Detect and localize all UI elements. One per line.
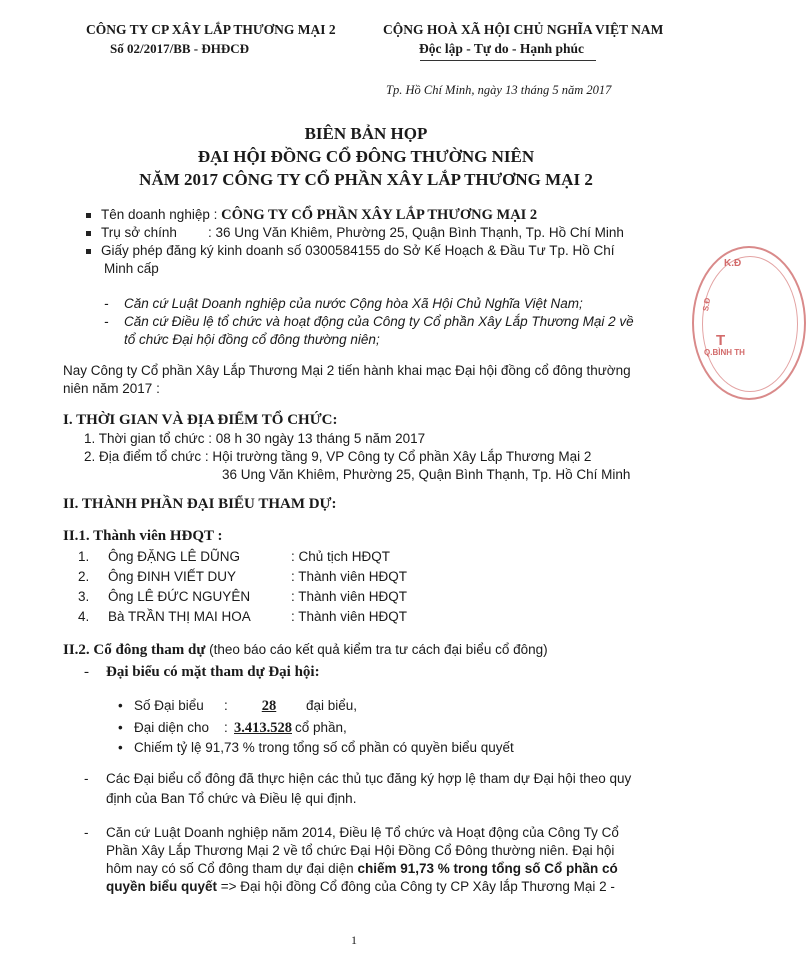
headquarters-row <box>86 225 624 240</box>
represent-value: 3.413.528 <box>234 720 292 736</box>
section1-place-cont: 36 Ung Văn Khiêm, Phường 25, Quận Bình Thạnh, Tp. Hồ Chí Minh <box>222 467 631 482</box>
stamp-text-bottom: Q.BÌNH TH <box>704 348 745 357</box>
document-number: Số 02/2017/BB - ĐHĐCĐ <box>110 41 250 56</box>
section1-time: 1. Thời gian tổ chức : 08 h 30 ngày 13 tháng 5 năm 2017 <box>84 431 426 446</box>
ratio-row: • Chiếm tỷ lệ 91,73 % trong tổng số cổ phần có quyền biểu quyết <box>118 740 514 755</box>
legal-basis-1: - Căn cứ Luật Doanh nghiệp của nước Cộng hòa Xã Hội Chủ Nghĩa Việt Nam; <box>104 296 583 311</box>
member-row <box>78 589 407 604</box>
company-name-label: Tên doanh nghiệp : <box>101 207 218 222</box>
legal-basis-1-text: Căn cứ Luật Doanh nghiệp của nước Cộng hòa Xã Hội Chủ Nghĩa Việt Nam; <box>124 296 583 311</box>
delegates-colon: : <box>224 698 228 713</box>
company-name-value: CÔNG TY CỔ PHẦN XÂY LẮP THƯƠNG MẠI 2 <box>221 207 538 223</box>
member-name: Bà TRẦN THỊ MAI HOA <box>108 609 251 624</box>
member-role: : Chủ tịch HĐQT <box>291 549 391 564</box>
para2-line3-bold: chiếm 91,73 % trong tổng số Cổ phần có <box>357 861 618 876</box>
intro-line1: Nay Công ty Cổ phần Xây Lắp Thương Mại 2 tiến hành khai mạc Đại hội đồng cổ đông thường <box>63 363 631 378</box>
date-line: Tp. Hồ Chí Minh, ngày 13 tháng 5 năm 2017 <box>386 83 612 97</box>
section2-2-title: II.2. Cổ đông tham dự <box>63 642 206 658</box>
section2-heading: II. THÀNH PHẦN ĐẠI BIỂU THAM DỰ: <box>63 496 337 512</box>
represent-colon: : <box>224 720 228 735</box>
document-title-line3: NĂM 2017 CÔNG TY CỔ PHẦN XÂY LẮP THƯƠNG MẠI 2 <box>139 170 593 189</box>
country-name: CỘNG HOÀ XÃ HỘI CHỦ NGHĨA VIỆT NAM <box>383 22 664 37</box>
headquarters-value: : 36 Ung Văn Khiêm, Phường 25, Quận Bình Thạnh, Tp. Hồ Chí Minh <box>208 225 624 240</box>
para2-line4-text: => Đại hội đồng Cổ đông của Công ty CP Xây lắp Thương Mại 2 - <box>217 879 615 894</box>
section2-2-note: (theo báo cáo kết quả kiểm tra tư cách đại biểu cổ đông) <box>205 642 548 657</box>
company-name-header: CÔNG TY CP XÂY LẮP THƯƠNG MẠI 2 <box>86 22 336 37</box>
company-seal-stamp <box>692 246 806 400</box>
stamp-letter: T <box>716 332 726 349</box>
member-name: Ông ĐINH VIẾT DUY <box>108 569 237 584</box>
national-motto: Độc lập - Tự do - Hạnh phúc <box>419 41 585 56</box>
stamp-text-top: K.Đ <box>724 258 742 269</box>
bullet-square-icon <box>86 213 91 218</box>
stamp-text-side: S.Đ <box>701 297 713 312</box>
page-number: 1 <box>351 933 357 947</box>
member-row <box>78 609 407 624</box>
license-text: Giấy phép đăng ký kinh doanh số 0300584155 do Sở Kế Hoạch & Đầu Tư Tp. Hồ Chí <box>101 243 615 258</box>
member-number: 4. <box>78 609 90 624</box>
section1-place: 2. Địa điểm tổ chức : Hội trường tầng 9, VP Công ty Cổ phần Xây Lắp Thương Mại 2 <box>84 449 592 464</box>
delegates-value: 28 <box>261 698 277 714</box>
para2-line4 <box>106 879 615 894</box>
stamp-inner-ring <box>702 256 798 392</box>
para2-line2: Phần Xây Lắp Thương Mại 2 về tổ chức Đại Hội Đồng Cổ Đông thường niên. Đại hội <box>106 843 615 858</box>
para1: - Các Đại biểu cổ đông đã thực hiện các thủ tục đăng ký hợp lệ tham dự Đại hội theo quy <box>84 771 632 786</box>
member-role: : Thành viên HĐQT <box>291 569 408 584</box>
headquarters-label: Trụ sở chính <box>101 225 177 240</box>
motto-underline <box>420 60 596 61</box>
para2-text: Căn cứ Luật Doanh nghiệp năm 2014, Điều lệ Tổ chức và Hoạt động của Công Ty Cổ <box>106 825 619 840</box>
license-row <box>86 243 614 258</box>
para2-line4-bold: quyền biểu quyết <box>106 879 218 894</box>
legal-basis-2: - Căn cứ Điều lệ tổ chức và hoạt động của Công ty Cổ phần Xây Lắp Thương Mại 2 về <box>104 314 634 329</box>
member-number: 1. <box>78 549 90 564</box>
member-row <box>78 549 390 564</box>
para1-text: Các Đại biểu cổ đông đã thực hiện các thủ tục đăng ký hợp lệ tham dự Đại hội theo quy <box>106 771 632 786</box>
delegates-row: • Số Đại biểu : 28 đại biểu, <box>118 698 358 714</box>
represent-row: • Đại diện cho : 3.413.528 cổ phần, <box>118 720 347 736</box>
para2: - Căn cứ Luật Doanh nghiệp năm 2014, Điều lệ Tổ chức và Hoạt động của Công Ty Cổ <box>84 825 619 840</box>
intro-line2: niên năm 2017 : <box>63 381 160 396</box>
represent-label: Đại diện cho <box>134 720 210 735</box>
bullet-square-icon <box>86 249 91 254</box>
represent-unit: cổ phần, <box>295 720 347 735</box>
legal-basis-2-text: Căn cứ Điều lệ tổ chức và hoạt động của Công ty Cổ phần Xây Lắp Thương Mại 2 về <box>124 314 634 329</box>
ratio-text: Chiếm tỷ lệ 91,73 % trong tổng số cổ phần có quyền biểu quyết <box>134 740 514 755</box>
section2-1-heading: II.1. Thành viên HĐQT : <box>63 528 223 544</box>
member-name: Ông ĐẶNG LÊ DŨNG <box>108 549 241 564</box>
company-name-row <box>86 207 537 224</box>
member-number: 3. <box>78 589 90 604</box>
document-title-line1: BIÊN BẢN HỌP <box>304 124 428 143</box>
present-heading: Đại biểu có mặt tham dự Đại hội: <box>106 664 320 680</box>
delegates-label: Số Đại biểu <box>134 698 204 713</box>
bullet-square-icon <box>86 231 91 236</box>
member-role: : Thành viên HĐQT <box>291 609 408 624</box>
para2-line3-text: hôm nay có số Cổ đông tham dự đại diện <box>106 861 358 876</box>
section1-heading: I. THỜI GIAN VÀ ĐỊA ĐIỂM TỔ CHỨC: <box>63 412 338 428</box>
member-row <box>78 569 407 584</box>
para1-cont: định của Ban Tổ chức và Điều lệ qui định. <box>106 791 357 806</box>
member-name: Ông LÊ ĐỨC NGUYÊN <box>108 589 251 604</box>
para2-line3 <box>106 861 618 876</box>
license-text-cont: Minh cấp <box>104 261 159 276</box>
legal-basis-2-cont: tổ chức Đại hội đồng cổ đông thường niên; <box>124 332 380 347</box>
delegates-unit: đại biểu, <box>306 698 358 713</box>
present-heading-row: - Đại biểu có mặt tham dự Đại hội: <box>84 664 320 680</box>
document-title-line2: ĐẠI HỘI ĐỒNG CỔ ĐÔNG THƯỜNG NIÊN <box>197 147 535 166</box>
member-role: : Thành viên HĐQT <box>291 589 408 604</box>
section2-2-heading <box>63 642 548 659</box>
member-number: 2. <box>78 569 90 584</box>
